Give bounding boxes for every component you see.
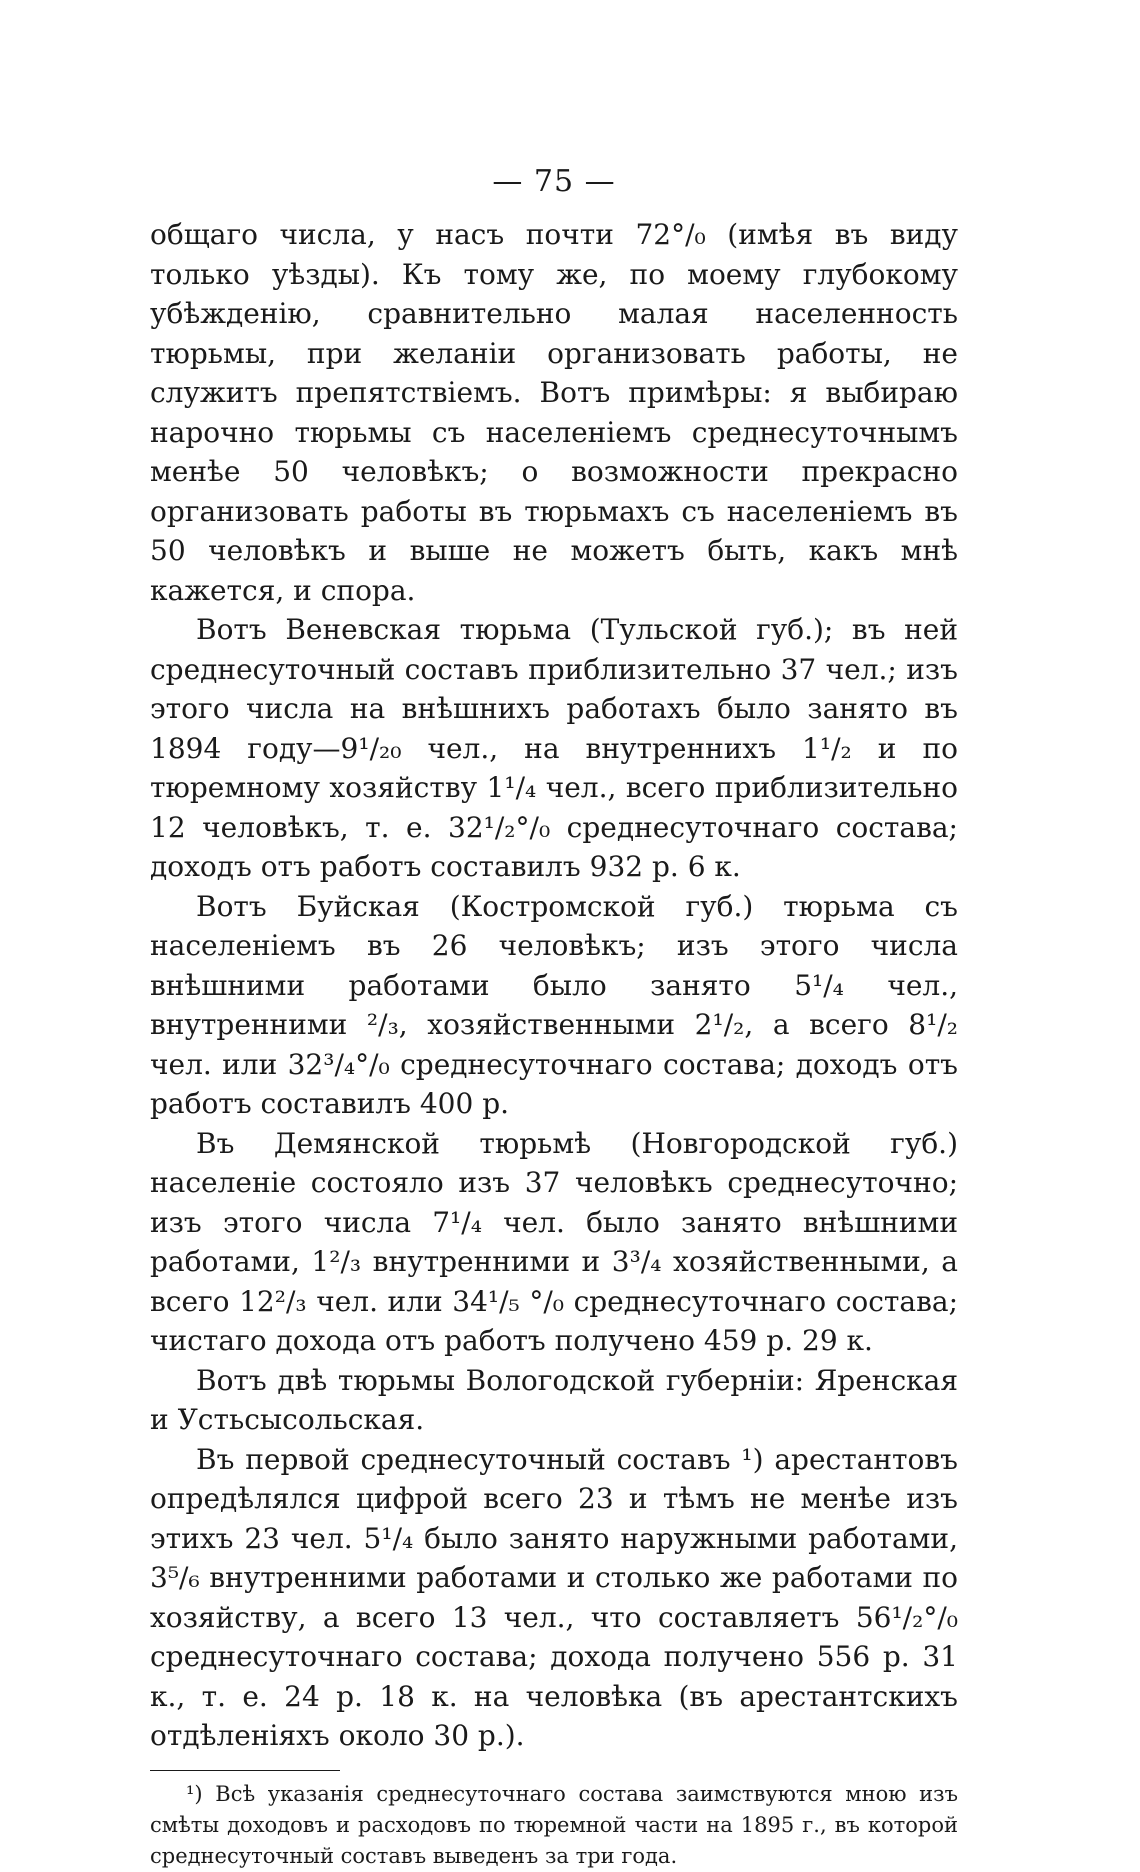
page-number: — 75 — xyxy=(492,164,616,199)
paragraph-continuation: общаго числа, у насъ почти 72°/₀ (имѣя въ виду только уѣзды). Къ тому же, по моему глубокому убѣжденію, сравнительно малая населенность тюрьмы, при желаніи организовать работы, не служитъ препятствіемъ. Вотъ примѣры: я выбираю нарочно тюрьмы съ населеніемъ среднесуточнымъ менѣе 50 человѣкъ; о возможности прекрасно организовать работы въ тюрьмахъ съ населеніемъ въ 50 человѣкъ и выше не можетъ быть, какъ мнѣ кажется, и спора. xyxy=(150,218,958,607)
paragraph-buy-prison: Вотъ Буйская (Костромской губ.) тюрьма съ населеніемъ въ 26 человѣкъ; изъ этого числа внѣшними работами было занято 5¹/₄ чел., внутренними ²/₃, хозяйственными 2¹/₂, а всего 8¹/₂ чел. или 32³/₄°/₀ среднесуточнаго состава; доходъ отъ работъ составилъ 400 р. xyxy=(150,889,958,1120)
footnote-divider xyxy=(150,1770,340,1771)
paragraph-demyansk-prison: Въ Демянской тюрьмѣ (Новгородской губ.) населеніе состояло изъ 37 человѣкъ среднесуточно; изъ этого числа 7¹/₄ чел. было занято внѣшними работами, 1²/₃ внутренними и 3³/₄ хозяйственными, а всего 12²/₃ чел. или 34¹/₅ °/₀ среднесуточнаго состава; чистаго дохода отъ работъ получено 459 р. 29 к. xyxy=(150,1126,958,1357)
book-page xyxy=(150,155,958,1872)
paragraph-vologda-prisons: Вотъ двѣ тюрьмы Вологодской губерніи: Яренская и Устьсысольская. xyxy=(150,1363,958,1436)
footnote: ¹) Всѣ указанія среднесуточнаго состава заимствуются мною изъ смѣты доходовъ и расходовъ по тюремной части на 1895 г., въ которой среднесуточный составъ выведенъ за три года. xyxy=(150,1781,958,1868)
paragraph-yarensk-prison: Въ первой среднесуточный составъ ¹) арестантовъ опредѣлялся цифрой всего 23 и тѣмъ не менѣе изъ этихъ 23 чел. 5¹/₄ было занято наружными работами, 3⁵/₆ внутренними работами и столько же работами по хозяйству, а всего 13 чел., что составляетъ 56¹/₂°/₀ среднесуточнаго состава; дохода получено 556 р. 31 к., т. е. 24 р. 18 к. на человѣка (въ арестантскихъ отдѣленіяхъ около 30 р.). xyxy=(150,1442,958,1752)
paragraph-veneva-prison: Вотъ Веневская тюрьма (Тульской губ.); въ ней среднесуточный составъ приблизительно 37 чел.; изъ этого числа на внѣшнихъ работахъ было занято въ 1894 году—9¹/₂₀ чел., на внутреннихъ 1¹/₂ и по тюремному хозяйству 1¹/₄ чел., всего приблизительно 12 человѣкъ, т. е. 32¹/₂°/₀ среднесуточнаго состава; доходъ отъ работъ составилъ 932 р. 6 к. xyxy=(150,613,958,883)
